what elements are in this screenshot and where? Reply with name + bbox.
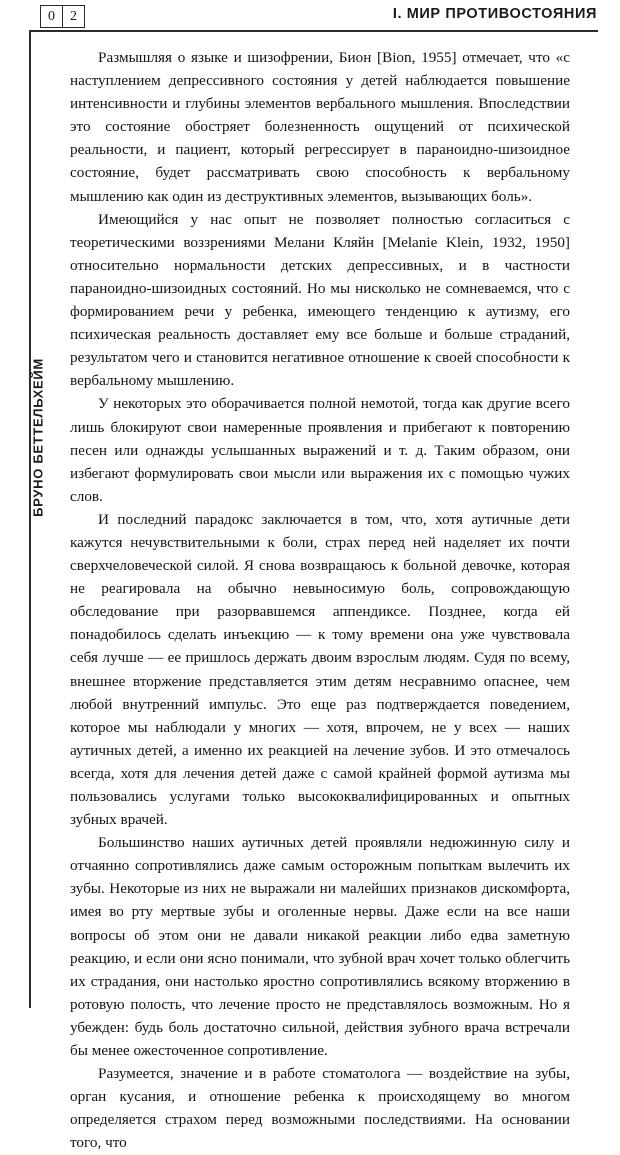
- page-header: [0, 0, 620, 34]
- paragraph: Разумеется, значение и в работе стоматолога — воздействие на зубы, орган кусания, и отношение ребенка к происходящему во многом определяется страхом перед возможными последствиями. На основании того, что: [70, 1065, 570, 1152]
- paragraph: И последний парадокс заключается в том, что, хотя аутичные дети кажутся нечувствительными к боли, страх перед ней наделяет их почти сверхчеловеческой силой. Я снова возвращаюсь к больной девочке, которая не реагировала на обычно невыносимую боль, сопровождающую обследование при разорвавшемся аппендиксе. Позднее, когда ей понадобилось сделать инъекцию — к тому времени она уже чувствовала себя лучше — ее пришлось держать двоим взрослым людям. Судя по всему, внешнее вторжение представляется этим детям несравнимо опаснее, чем любой внутренний импульс. Это еще раз подтверждается поведением, которое мы наблюдали у многих — хотя, впрочем, не у всех — наших аутичных детей, а именно их реакцией на лечение зубов. И это отмечалось всегда, хотя для лечения детей даже с самой крайней формой аутизма мы пользовались услугами только высококвалифицированных и опытных зубных врачей.: [70, 510, 570, 829]
- paragraph: Размышляя о языке и шизофрении, Бион [Bion, 1955] отмечает, что «с наступлением депрессивного состояния у детей наблюдается повышение интенсивности и глубины элементов вербального мышления. Впоследствии это состояние обостряет болезненность ощущений от психической реальности, и пациент, который регрессирует в параноидно-шизоидное состояние, будет рассматривать свою способность к вербальному мышлению как один из деструктивных элементов, вызывающих боль».: [70, 49, 570, 205]
- header-rule: [29, 30, 598, 32]
- page-number-box: [40, 5, 85, 28]
- body-text: [70, 46, 570, 1155]
- page-number-right: 2: [70, 8, 77, 24]
- paragraph: Большинство наших аутичных детей проявляли недюжинную силу и отчаянно сопротивлялись даже самым осторожным попыткам вылечить их зубы. Некоторые из них не выражали ни малейших признаков дискомфорта, имея во рту мертвые зубы и оголенные нервы. Даже если на все наши вопросы об этом они не давали никакой реакции либо едва заметную реакцию, и если они ясно понимали, что зубной врач хочет только облегчить их страдания, они настолько яростно сопротивлялись всякому вторжению в ротовую полость, что лечение просто не представлялось возможным. Но я убежден: будь боль достаточно сильной, действия зубного врача встречали бы менее ожесточенное сопротивление.: [70, 834, 570, 1060]
- running-title: I. МИР ПРОТИВОСТОЯНИЯ: [392, 6, 597, 22]
- page-number-left: 0: [41, 6, 63, 27]
- paragraph: У некоторых это оборачивается полной немотой, тогда как другие всего лишь блокируют свои намеренные проявления и прибегают к повторению песен или однажды услышанных выражений и т. д. Таким образом, они избегают формулировать свои мысли или выражения их с помощью чужих слов.: [70, 395, 570, 505]
- paragraph: Имеющийся у нас опыт не позволяет полностью согласиться с теоретическими воззрениями Мелани Кляйн [Melanie Klein, 1932, 1950] относительно нормальности детских депрессивных, и в частности параноидно-шизоидных состояний. Но мы нисколько не сомневаемся, что с формированием речи у ребенка, имеющего тенденцию к аутизму, его психическая реальность доставляет ему все больше и больше страданий, результатом чего и становится негативное отношение к своей способности к вербальному мышлению.: [70, 210, 570, 390]
- author-vertical-label: БРУНО БЕТТЕЛЬХЕЙМ: [30, 358, 46, 517]
